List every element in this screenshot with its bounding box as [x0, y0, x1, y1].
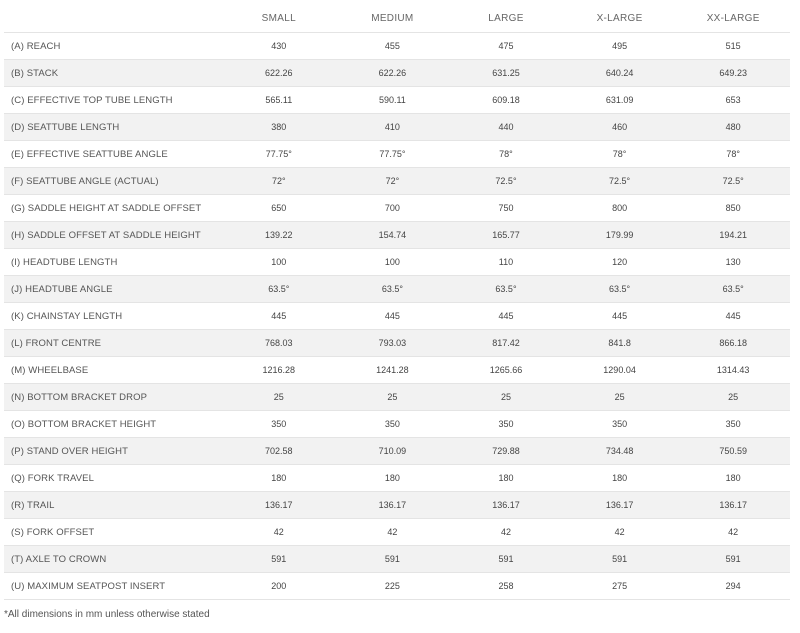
table-row: [4, 195, 790, 222]
footnote: *All dimensions in mm unless otherwise stated: [4, 609, 210, 620]
table-cell: 631.09: [563, 87, 677, 114]
row-label: (N) BOTTOM BRACKET DROP: [4, 384, 222, 411]
table-cell: 591: [676, 546, 790, 573]
table-cell: 1265.66: [449, 357, 563, 384]
table-cell: 165.77: [449, 222, 563, 249]
table-cell: 460: [563, 114, 677, 141]
table-cell: 25: [222, 384, 336, 411]
table-cell: 455: [336, 33, 450, 60]
table-row: [4, 141, 790, 168]
row-label: (M) WHEELBASE: [4, 357, 222, 384]
table-cell: 136.17: [222, 492, 336, 519]
row-label: (C) EFFECTIVE TOP TUBE LENGTH: [4, 87, 222, 114]
table-cell: 410: [336, 114, 450, 141]
table-cell: 63.5°: [563, 276, 677, 303]
table-cell: 640.24: [563, 60, 677, 87]
table-cell: 1241.28: [336, 357, 450, 384]
header-label-cell: [4, 5, 222, 33]
table-cell: 565.11: [222, 87, 336, 114]
table-cell: 440: [449, 114, 563, 141]
table-cell: 750: [449, 195, 563, 222]
row-label: (T) AXLE TO CROWN: [4, 546, 222, 573]
table-cell: 1290.04: [563, 357, 677, 384]
table-cell: 590.11: [336, 87, 450, 114]
table-cell: 275: [563, 573, 677, 600]
table-row: [4, 60, 790, 87]
table-cell: 63.5°: [336, 276, 450, 303]
table-cell: 800: [563, 195, 677, 222]
table-cell: 591: [563, 546, 677, 573]
table-row: [4, 438, 790, 465]
table-cell: 622.26: [222, 60, 336, 87]
geometry-table-header: [4, 5, 790, 33]
table-cell: 380: [222, 114, 336, 141]
table-cell: 350: [336, 411, 450, 438]
table-cell: 750.59: [676, 438, 790, 465]
table-cell: 350: [449, 411, 563, 438]
header-size-cell: LARGE: [488, 13, 524, 24]
geometry-table: [4, 5, 790, 600]
table-cell: 78°: [449, 141, 563, 168]
table-cell: 631.25: [449, 60, 563, 87]
table-cell: 72°: [222, 168, 336, 195]
table-row: [4, 492, 790, 519]
table-cell: 180: [563, 465, 677, 492]
table-cell: 63.5°: [222, 276, 336, 303]
table-cell: 515: [676, 33, 790, 60]
row-label: (K) CHAINSTAY LENGTH: [4, 303, 222, 330]
table-cell: 700: [336, 195, 450, 222]
table-cell: 72.5°: [676, 168, 790, 195]
row-label: (S) FORK OFFSET: [4, 519, 222, 546]
table-cell: 445: [222, 303, 336, 330]
row-label: (Q) FORK TRAVEL: [4, 465, 222, 492]
row-label: (G) SADDLE HEIGHT AT SADDLE OFFSET: [4, 195, 222, 222]
row-label: (R) TRAIL: [4, 492, 222, 519]
table-cell: 1216.28: [222, 357, 336, 384]
row-label: (B) STACK: [4, 60, 222, 87]
table-row: [4, 519, 790, 546]
row-label: (A) REACH: [4, 33, 222, 60]
table-cell: 591: [222, 546, 336, 573]
table-cell: 42: [676, 519, 790, 546]
table-cell: 180: [449, 465, 563, 492]
row-label: (D) SEATTUBE LENGTH: [4, 114, 222, 141]
table-cell: 609.18: [449, 87, 563, 114]
table-cell: 793.03: [336, 330, 450, 357]
table-cell: 63.5°: [676, 276, 790, 303]
table-cell: 72.5°: [449, 168, 563, 195]
table-cell: 350: [676, 411, 790, 438]
table-row: [4, 384, 790, 411]
table-cell: 72°: [336, 168, 450, 195]
table-cell: 591: [336, 546, 450, 573]
table-row: [4, 114, 790, 141]
table-row: [4, 168, 790, 195]
table-row: [4, 573, 790, 600]
table-cell: 649.23: [676, 60, 790, 87]
table-cell: 100: [222, 249, 336, 276]
table-row: [4, 465, 790, 492]
table-cell: 495: [563, 33, 677, 60]
table-cell: 63.5°: [449, 276, 563, 303]
table-cell: 42: [449, 519, 563, 546]
table-cell: 817.42: [449, 330, 563, 357]
row-label: (L) FRONT CENTRE: [4, 330, 222, 357]
table-cell: 480: [676, 114, 790, 141]
table-cell: 841.8: [563, 330, 677, 357]
table-cell: 25: [563, 384, 677, 411]
table-row: [4, 222, 790, 249]
table-cell: 445: [449, 303, 563, 330]
table-cell: 42: [222, 519, 336, 546]
table-cell: 120: [563, 249, 677, 276]
table-row: [4, 33, 790, 60]
table-cell: 1314.43: [676, 357, 790, 384]
table-cell: 350: [563, 411, 677, 438]
table-row: [4, 249, 790, 276]
table-cell: 42: [336, 519, 450, 546]
table-cell: 653: [676, 87, 790, 114]
table-cell: 729.88: [449, 438, 563, 465]
header-row: [4, 5, 790, 33]
table-cell: 294: [676, 573, 790, 600]
table-cell: 350: [222, 411, 336, 438]
row-label: (O) BOTTOM BRACKET HEIGHT: [4, 411, 222, 438]
table-cell: 100: [336, 249, 450, 276]
table-cell: 180: [676, 465, 790, 492]
table-cell: 136.17: [676, 492, 790, 519]
table-cell: 710.09: [336, 438, 450, 465]
table-cell: 180: [222, 465, 336, 492]
geometry-table-body: [4, 33, 790, 600]
table-cell: 139.22: [222, 222, 336, 249]
table-cell: 77.75°: [222, 141, 336, 168]
table-cell: 702.58: [222, 438, 336, 465]
table-row: [4, 276, 790, 303]
row-label: (I) HEADTUBE LENGTH: [4, 249, 222, 276]
table-cell: 445: [336, 303, 450, 330]
table-cell: 225: [336, 573, 450, 600]
header-size-cell: SMALL: [261, 13, 296, 24]
table-row: [4, 357, 790, 384]
table-cell: 430: [222, 33, 336, 60]
table-cell: 77.75°: [336, 141, 450, 168]
table-cell: 591: [449, 546, 563, 573]
table-cell: 180: [336, 465, 450, 492]
table-cell: 136.17: [563, 492, 677, 519]
table-cell: 258: [449, 573, 563, 600]
header-size-cell: XX-LARGE: [706, 13, 760, 24]
header-size-cell: X-LARGE: [596, 13, 643, 24]
table-cell: 850: [676, 195, 790, 222]
table-cell: 42: [563, 519, 677, 546]
table-cell: 445: [676, 303, 790, 330]
table-row: [4, 330, 790, 357]
table-cell: 130: [676, 249, 790, 276]
table-cell: 25: [449, 384, 563, 411]
table-cell: 136.17: [449, 492, 563, 519]
table-cell: 78°: [676, 141, 790, 168]
header-size-cell: MEDIUM: [371, 13, 414, 24]
table-cell: 136.17: [336, 492, 450, 519]
row-label: (E) EFFECTIVE SEATTUBE ANGLE: [4, 141, 222, 168]
table-cell: 179.99: [563, 222, 677, 249]
row-label: (U) MAXIMUM SEATPOST INSERT: [4, 573, 222, 600]
table-row: [4, 87, 790, 114]
table-cell: 650: [222, 195, 336, 222]
table-cell: 25: [676, 384, 790, 411]
table-cell: 475: [449, 33, 563, 60]
table-cell: 734.48: [563, 438, 677, 465]
table-cell: 154.74: [336, 222, 450, 249]
table-cell: 768.03: [222, 330, 336, 357]
row-label: (H) SADDLE OFFSET AT SADDLE HEIGHT: [4, 222, 222, 249]
table-row: [4, 303, 790, 330]
row-label: (P) STAND OVER HEIGHT: [4, 438, 222, 465]
table-cell: 194.21: [676, 222, 790, 249]
table-cell: 78°: [563, 141, 677, 168]
table-cell: 445: [563, 303, 677, 330]
table-row: [4, 411, 790, 438]
row-label: (J) HEADTUBE ANGLE: [4, 276, 222, 303]
row-label: (F) SEATTUBE ANGLE (ACTUAL): [4, 168, 222, 195]
table-cell: 110: [449, 249, 563, 276]
table-cell: 200: [222, 573, 336, 600]
table-cell: 72.5°: [563, 168, 677, 195]
table-cell: 25: [336, 384, 450, 411]
table-row: [4, 546, 790, 573]
table-cell: 622.26: [336, 60, 450, 87]
table-cell: 866.18: [676, 330, 790, 357]
